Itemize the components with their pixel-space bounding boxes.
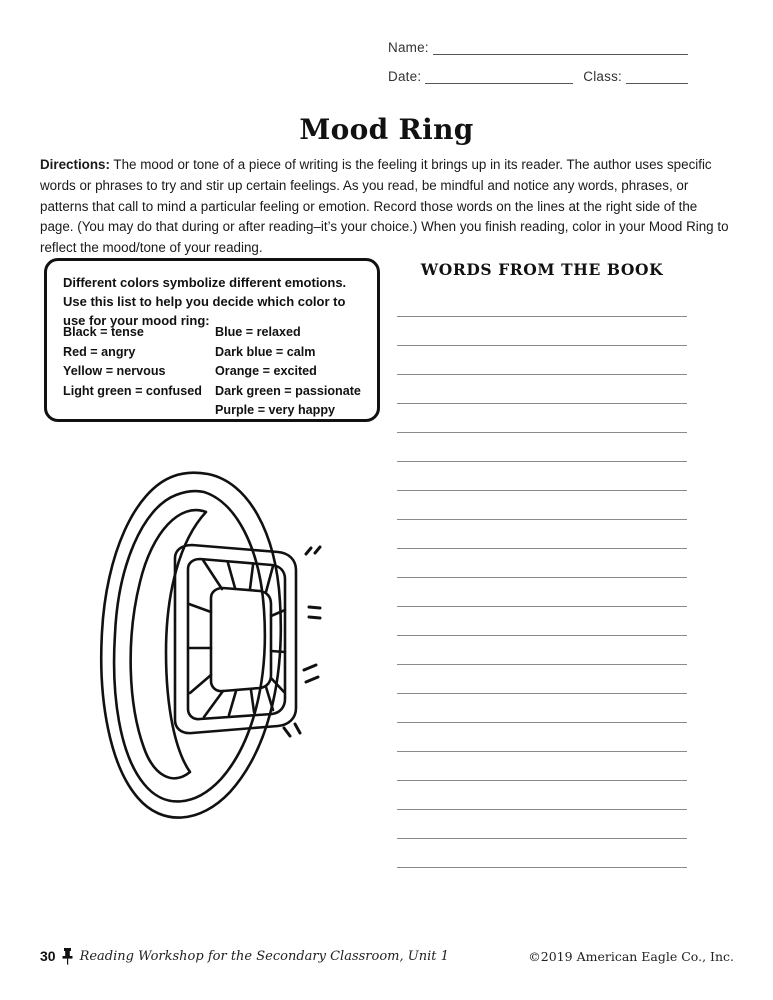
gem-facet-line [189,604,211,612]
gem-facet-line [190,675,211,693]
name-field-row [388,40,688,55]
gem-facet-line [250,565,253,589]
writing-line[interactable] [397,839,687,868]
sparkle-marks [284,547,320,736]
gem-facet-line [266,687,273,710]
legend-item: Dark green = passionate [215,383,361,398]
pushpin-icon [61,947,80,965]
legend-item: Orange = excited [215,364,317,378]
footer-left-group [40,947,449,965]
directions-paragraph [40,155,734,259]
writing-line[interactable] [397,346,687,375]
writing-line[interactable] [397,723,687,752]
header-fields [388,40,688,98]
name-input-rule[interactable] [433,43,688,55]
writing-line[interactable] [397,665,687,694]
date-label: Date: [388,69,422,84]
writing-line[interactable] [397,317,687,346]
writing-line[interactable] [397,491,687,520]
footer-book-title: Reading Workshop for the Secondary Classroom, Unit 1 [79,948,449,964]
gem-facet-line [228,563,235,588]
writing-line[interactable] [397,578,687,607]
page-footer [40,947,734,965]
gem-facet-line [204,691,223,717]
writing-line[interactable] [397,607,687,636]
writing-line[interactable] [397,520,687,549]
writing-line[interactable] [397,636,687,665]
date-input-rule[interactable] [425,72,573,84]
legend-item: Black = tense [63,325,144,339]
writing-line[interactable] [397,375,687,404]
gem-facet-line [251,690,254,712]
sparkle-dash [315,547,320,553]
sparkle-dash [295,724,300,733]
writing-line[interactable] [397,694,687,723]
words-from-the-book-heading: WORDS FROM THE BOOK [420,260,664,279]
directions-lead-label: Directions: [40,157,110,172]
gem-facet-line [271,651,285,652]
page-number: 30 [40,948,56,964]
writing-line[interactable] [397,462,687,491]
legend-item: Red = angry [63,344,136,359]
writing-line[interactable] [397,404,687,433]
sparkle-dash [306,548,311,554]
legend-intro-text: Different colors symbolize different emotions. Use this list to help you decide which color to use for your mood ring: [63,275,347,328]
legend-item: Dark blue = calm [215,344,316,359]
writing-line[interactable] [397,781,687,810]
sparkle-dash [306,677,318,682]
legend-columns [63,323,373,421]
mood-ring-illustration [80,452,330,832]
sparkle-dash [309,607,320,608]
sparkle-dash [304,665,316,670]
gem-facet-line [266,566,273,592]
writing-line[interactable] [397,752,687,781]
gem-facet-line [229,691,236,715]
legend-item: Purple = very happy [215,403,336,417]
gem-facet-line [271,610,285,616]
writing-line[interactable] [397,810,687,839]
legend-item: Blue = relaxed [215,325,301,339]
writing-lines-area[interactable] [397,288,687,868]
class-label: Class: [583,69,622,84]
class-input-rule[interactable] [626,72,688,84]
writing-line[interactable] [397,549,687,578]
footer-copyright: ©2019 American Eagle Co., Inc. [528,948,734,964]
legend-column-right [215,323,373,421]
sparkle-dash [284,728,290,736]
ring-band-outer-edge [101,473,281,818]
legend-item: Light green = confused [63,383,202,398]
legend-column-left [63,323,215,421]
ring-hole [131,510,206,778]
color-legend-box [44,258,380,422]
sparkle-dash [309,617,320,618]
page-title: Mood Ring [299,113,474,146]
directions-body-text: The mood or tone of a piece of writing is the feeling it brings up in its reader. The author uses specific words or phrases to try and stir up certain feelings. As you read, be mindful and notice any words, phrases, or patterns that call to mind a particular feeling or emotion. Record those words on the lines at the right side of the page. (You may do that during or after reading–it’s your choice.) When you finish reading, color in your Mood Ring to reflect the mood/tone of your reading. [40,157,729,256]
legend-item: Yellow = nervous [63,364,166,378]
gem-facet-line [203,560,222,589]
name-label: Name: [388,40,429,55]
date-class-field-row [388,69,688,84]
writing-line[interactable] [397,433,687,462]
writing-line[interactable] [397,288,687,317]
